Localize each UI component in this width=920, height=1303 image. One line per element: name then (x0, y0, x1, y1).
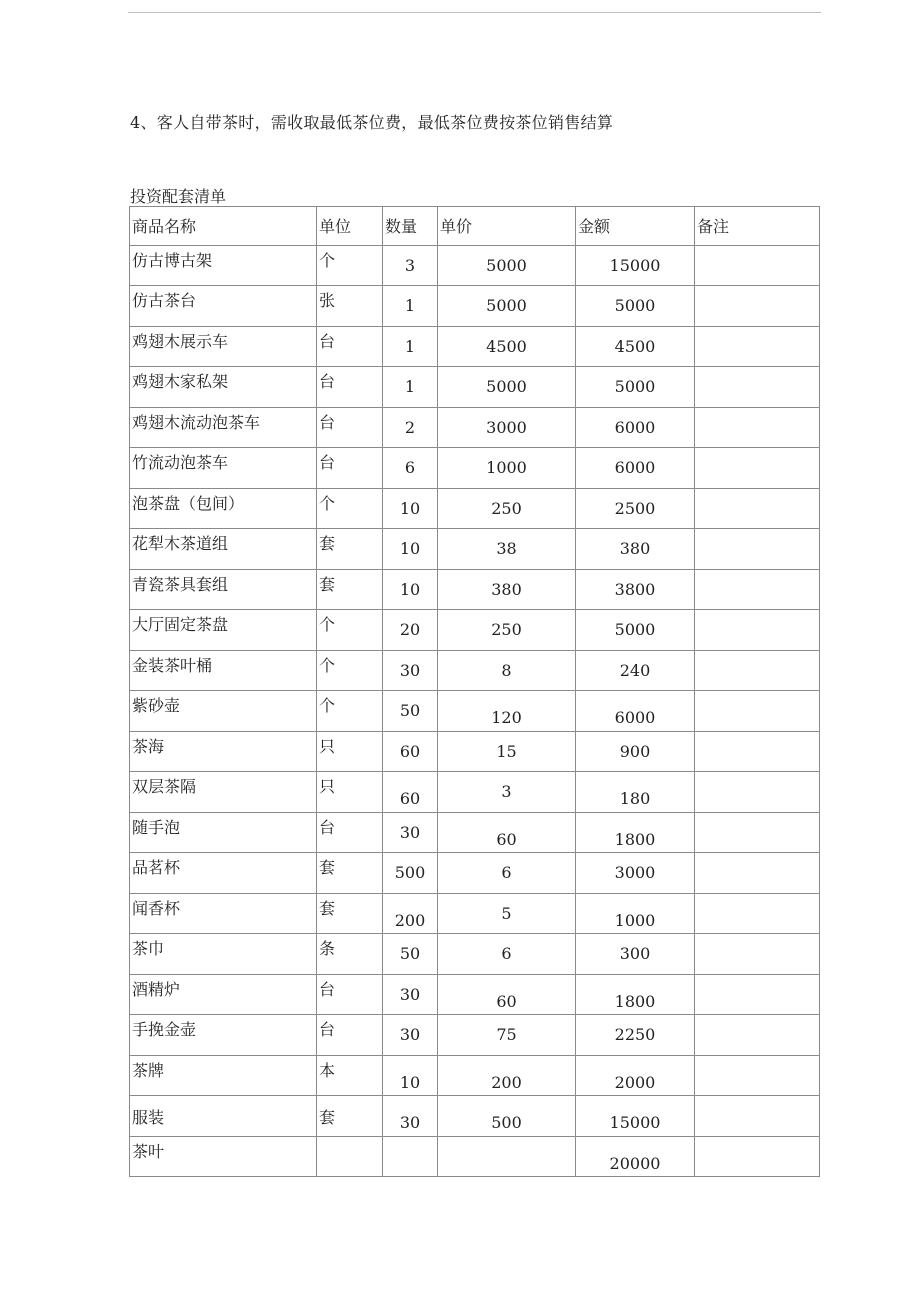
cell-unit-text: 条 (319, 939, 336, 958)
cell-amount-text: 2500 (614, 498, 656, 518)
cell-qty-text: 50 (399, 701, 421, 721)
cell-remark (695, 407, 820, 448)
cell-qty-text: 10 (399, 579, 421, 599)
cell-price (438, 853, 576, 894)
cell-name (130, 893, 317, 934)
cell-unit (317, 610, 383, 651)
cell-name (130, 812, 317, 853)
header-rule (128, 12, 821, 13)
cell-remark (695, 772, 820, 813)
cell-remark (695, 245, 820, 286)
cell-price-text: 6 (501, 863, 512, 883)
cell-amount (576, 772, 695, 813)
cell-unit (317, 488, 383, 529)
cell-price (438, 407, 576, 448)
cell-price-text: 15 (496, 741, 517, 761)
cell-qty (383, 934, 438, 975)
cell-qty (383, 448, 438, 489)
cell-unit-text: 台 (319, 979, 336, 999)
cell-name (130, 529, 317, 570)
cell-amount (576, 1136, 695, 1177)
cell-amount-text: 5000 (614, 296, 656, 316)
cell-name-text: 闻香杯 (132, 898, 181, 918)
cell-unit (317, 650, 383, 691)
table-row (130, 974, 820, 1015)
table-row (130, 407, 820, 448)
cell-amount-text: 2000 (614, 1072, 656, 1092)
cell-amount-text: 3000 (614, 863, 656, 883)
cell-price-text: 250 (491, 498, 522, 518)
cell-qty (383, 529, 438, 570)
cell-price (438, 731, 576, 772)
cell-amount-text: 20000 (609, 1153, 661, 1173)
cell-price-text: 1000 (486, 458, 527, 478)
table-row (130, 893, 820, 934)
cell-unit-text: 套 (319, 858, 336, 877)
cell-remark (695, 731, 820, 772)
cell-amount (576, 610, 695, 651)
cell-price (438, 1055, 576, 1096)
cell-qty (383, 610, 438, 651)
cell-price (438, 326, 576, 367)
cell-qty-text: 30 (399, 660, 421, 680)
investment-table (129, 206, 820, 1177)
cell-unit (317, 731, 383, 772)
cell-price-text: 5000 (486, 377, 527, 397)
cell-amount-text: 380 (619, 539, 651, 559)
cell-qty (383, 650, 438, 691)
table-row (130, 731, 820, 772)
cell-price (438, 650, 576, 691)
cell-name-text: 仿古博古架 (132, 250, 213, 270)
cell-name-text: 大厅固定茶盘 (132, 615, 229, 634)
cell-price (438, 569, 576, 610)
cell-name-text: 鸡翅木家私架 (132, 372, 229, 391)
cell-price (438, 974, 576, 1015)
cell-qty (383, 1015, 438, 1056)
cell-unit (317, 1015, 383, 1056)
cell-price-text: 4500 (486, 336, 527, 356)
cell-amount-text: 15000 (609, 255, 661, 275)
cell-price-text: 3000 (486, 417, 527, 437)
cell-qty (383, 812, 438, 853)
cell-remark (695, 448, 820, 489)
cell-amount-text: 1000 (614, 910, 656, 930)
cell-name (130, 1096, 317, 1137)
cell-qty (383, 1096, 438, 1137)
cell-qty (383, 488, 438, 529)
cell-amount-text: 5000 (614, 620, 656, 640)
cell-name (130, 772, 317, 813)
cell-amount-text: 2250 (614, 1025, 656, 1045)
cell-name (130, 853, 317, 894)
cell-unit-text: 台 (319, 453, 336, 472)
cell-name (130, 367, 317, 408)
cell-name (130, 1055, 317, 1096)
cell-price-text: 60 (496, 829, 517, 849)
table-row (130, 1055, 820, 1096)
cell-name (130, 326, 317, 367)
cell-qty (383, 691, 438, 732)
cell-amount (576, 529, 695, 570)
cell-name (130, 610, 317, 651)
cell-qty-text: 6 (404, 458, 416, 478)
cell-remark (695, 812, 820, 853)
cell-remark (695, 569, 820, 610)
cell-unit (317, 812, 383, 853)
cell-unit (317, 974, 383, 1015)
cell-unit-text: 套 (319, 574, 336, 594)
cell-remark (695, 650, 820, 691)
cell-amount (576, 974, 695, 1015)
cell-amount (576, 367, 695, 408)
cell-amount (576, 853, 695, 894)
header-remark: 备注 (695, 207, 820, 246)
cell-price-text: 250 (491, 620, 522, 640)
table-row (130, 529, 820, 570)
cell-unit (317, 245, 383, 286)
table-row (130, 1136, 820, 1177)
cell-qty (383, 1136, 438, 1177)
cell-unit-text: 个 (319, 493, 336, 513)
cell-qty-text: 30 (399, 1025, 421, 1045)
cell-name (130, 569, 317, 610)
cell-qty-text: 30 (399, 984, 421, 1004)
cell-remark (695, 853, 820, 894)
cell-amount (576, 812, 695, 853)
cell-unit-text: 台 (319, 412, 336, 432)
cell-qty (383, 893, 438, 934)
cell-unit-text: 套 (319, 898, 336, 918)
cell-price (438, 367, 576, 408)
cell-name-text: 竹流动泡茶车 (132, 453, 229, 472)
cell-remark (695, 974, 820, 1015)
cell-price-text: 380 (491, 579, 522, 599)
cell-price-text: 3 (501, 782, 512, 802)
cell-price-text: 5000 (486, 296, 527, 316)
cell-price (438, 1096, 576, 1137)
cell-price (438, 893, 576, 934)
cell-amount (576, 286, 695, 327)
cell-name-text: 鸡翅木流动泡茶车 (132, 412, 261, 432)
cell-qty-text: 20 (399, 620, 421, 640)
cell-qty-text: 60 (399, 741, 421, 761)
cell-unit-text: 台 (319, 817, 336, 837)
cell-qty (383, 853, 438, 894)
cell-name-text: 泡茶盘（包间） (132, 493, 245, 513)
cell-remark (695, 326, 820, 367)
cell-unit (317, 569, 383, 610)
cell-remark (695, 1055, 820, 1096)
table-title: 投资配套清单 (130, 187, 227, 206)
cell-unit (317, 934, 383, 975)
cell-qty-text: 1 (404, 336, 416, 356)
cell-name-text: 金装茶叶桶 (132, 655, 213, 675)
cell-unit (317, 893, 383, 934)
cell-amount (576, 569, 695, 610)
cell-remark (695, 1015, 820, 1056)
table-row (130, 245, 820, 286)
cell-name-text: 茶海 (132, 736, 165, 756)
cell-unit (317, 772, 383, 813)
cell-qty (383, 1055, 438, 1096)
cell-amount (576, 691, 695, 732)
cell-unit (317, 1055, 383, 1096)
table-row (130, 934, 820, 975)
cell-qty-text: 1 (404, 377, 416, 397)
cell-name-text: 品茗杯 (132, 858, 181, 877)
cell-name-text: 茶叶 (132, 1141, 165, 1161)
cell-amount (576, 326, 695, 367)
table-row (130, 650, 820, 691)
cell-remark (695, 488, 820, 529)
cell-amount-text: 3800 (614, 579, 656, 599)
cell-unit (317, 853, 383, 894)
header-price: 单价 (438, 207, 576, 246)
cell-remark (695, 893, 820, 934)
cell-amount-text: 6000 (614, 417, 656, 437)
cell-remark (695, 367, 820, 408)
cell-price-text: 5000 (486, 255, 527, 275)
cell-qty-text: 200 (394, 910, 426, 930)
cell-qty (383, 245, 438, 286)
cell-unit-text: 张 (319, 291, 336, 310)
cell-qty-text: 500 (394, 863, 426, 883)
cell-qty (383, 569, 438, 610)
cell-name-text: 青瓷茶具套组 (132, 574, 229, 594)
cell-name-text: 茶巾 (132, 939, 165, 958)
cell-qty (383, 772, 438, 813)
cell-unit-text: 套 (319, 1108, 336, 1127)
cell-remark (695, 691, 820, 732)
cell-name (130, 731, 317, 772)
cell-name (130, 448, 317, 489)
cell-qty-text: 10 (399, 539, 421, 559)
cell-name-text: 紫砂壶 (132, 696, 181, 715)
cell-name (130, 691, 317, 732)
cell-amount (576, 407, 695, 448)
table-row (130, 691, 820, 732)
cell-price-text: 500 (491, 1113, 522, 1133)
cell-price-text: 75 (496, 1025, 517, 1045)
cell-price-text: 120 (491, 708, 522, 728)
cell-qty (383, 367, 438, 408)
cell-remark (695, 1136, 820, 1177)
cell-price (438, 245, 576, 286)
cell-name-text: 仿古茶台 (132, 291, 197, 310)
cell-name-text: 花犁木茶道组 (132, 534, 229, 553)
cell-qty-text: 10 (399, 1072, 421, 1092)
cell-qty (383, 326, 438, 367)
cell-unit (317, 529, 383, 570)
table-row (130, 1096, 820, 1137)
cell-name-text: 手挽金壶 (132, 1020, 197, 1039)
cell-unit-text: 本 (319, 1060, 336, 1080)
cell-qty-text: 60 (399, 789, 421, 809)
cell-amount (576, 1055, 695, 1096)
header-qty: 数量 (383, 207, 438, 246)
cell-unit-text: 台 (319, 1020, 336, 1039)
cell-amount-text: 240 (619, 660, 651, 680)
cell-unit (317, 407, 383, 448)
cell-name (130, 245, 317, 286)
cell-qty (383, 731, 438, 772)
cell-unit-text: 个 (319, 655, 336, 675)
cell-amount-text: 300 (619, 944, 651, 964)
table-row (130, 326, 820, 367)
cell-unit (317, 1136, 383, 1177)
cell-remark (695, 934, 820, 975)
cell-name-text: 茶牌 (132, 1060, 165, 1080)
cell-qty-text: 1 (404, 296, 416, 316)
cell-name (130, 1136, 317, 1177)
cell-qty (383, 286, 438, 327)
table-row (130, 812, 820, 853)
cell-qty-text: 50 (399, 944, 421, 964)
cell-unit (317, 448, 383, 489)
cell-price-text: 60 (496, 991, 517, 1011)
cell-amount (576, 448, 695, 489)
cell-unit (317, 691, 383, 732)
cell-amount (576, 893, 695, 934)
cell-unit-text: 套 (319, 534, 336, 553)
cell-amount-text: 180 (619, 789, 651, 809)
table-row (130, 488, 820, 529)
cell-name-text: 双层茶隔 (132, 777, 197, 796)
cell-amount-text: 5000 (614, 377, 656, 397)
cell-unit (317, 286, 383, 327)
table-header-row (130, 207, 820, 246)
cell-name (130, 488, 317, 529)
cell-qty-text: 30 (399, 1113, 421, 1133)
cell-price (438, 610, 576, 651)
cell-amount (576, 245, 695, 286)
cell-unit-text: 只 (319, 736, 336, 756)
cell-qty-text: 3 (404, 255, 416, 275)
cell-amount-text: 6000 (614, 708, 656, 728)
cell-price (438, 286, 576, 327)
table-row (130, 367, 820, 408)
cell-price (438, 488, 576, 529)
cell-name-text: 酒精炉 (132, 979, 181, 999)
cell-remark (695, 610, 820, 651)
cell-unit-text: 台 (319, 372, 336, 391)
cell-price (438, 934, 576, 975)
table-row (130, 569, 820, 610)
cell-amount-text: 6000 (614, 458, 656, 478)
cell-remark (695, 286, 820, 327)
cell-amount (576, 934, 695, 975)
cell-amount (576, 1015, 695, 1056)
cell-amount-text: 15000 (609, 1113, 661, 1133)
table-row (130, 853, 820, 894)
cell-name-text: 服装 (132, 1108, 165, 1127)
table-row (130, 1015, 820, 1056)
cell-name (130, 407, 317, 448)
cell-name (130, 1015, 317, 1056)
cell-price (438, 1015, 576, 1056)
cell-amount-text: 4500 (614, 336, 656, 356)
cell-name (130, 974, 317, 1015)
cell-amount-text: 1800 (614, 829, 656, 849)
cell-unit (317, 367, 383, 408)
cell-remark (695, 529, 820, 570)
cell-unit-text: 个 (319, 696, 336, 715)
cell-unit-text: 个 (319, 250, 336, 270)
cell-amount-text: 900 (619, 741, 651, 761)
cell-amount-text: 1800 (614, 991, 656, 1011)
cell-unit-text: 个 (319, 615, 336, 634)
cell-price-text: 200 (491, 1072, 522, 1092)
cell-unit-text: 台 (319, 331, 336, 351)
cell-unit-text: 只 (319, 777, 336, 796)
cell-name (130, 650, 317, 691)
cell-qty-text: 30 (399, 822, 421, 842)
cell-amount (576, 488, 695, 529)
cell-price-text: 8 (501, 660, 512, 680)
cell-price (438, 812, 576, 853)
cell-price-text: 5 (501, 903, 512, 923)
cell-unit (317, 1096, 383, 1137)
table-row (130, 286, 820, 327)
cell-amount (576, 650, 695, 691)
cell-amount (576, 731, 695, 772)
header-unit: 单位 (317, 207, 383, 246)
cell-price-text: 6 (501, 944, 512, 964)
cell-name (130, 286, 317, 327)
header-amount: 金额 (576, 207, 695, 246)
cell-price (438, 772, 576, 813)
cell-name-text: 鸡翅木展示车 (132, 331, 229, 351)
cell-name (130, 934, 317, 975)
table-row (130, 772, 820, 813)
cell-price (438, 448, 576, 489)
table-row (130, 448, 820, 489)
cell-remark (695, 1096, 820, 1137)
cell-price (438, 529, 576, 570)
cell-unit (317, 326, 383, 367)
table-row (130, 610, 820, 651)
header-name: 商品名称 (130, 207, 317, 246)
cell-qty (383, 407, 438, 448)
cell-price-text: 38 (496, 539, 517, 559)
cell-qty-text: 2 (404, 417, 416, 437)
cell-price (438, 1136, 576, 1177)
tea-fee-note: 4、客人自带茶时，需收取最低茶位费，最低茶位费按茶位销售结算 (130, 113, 614, 132)
cell-amount (576, 1096, 695, 1137)
cell-qty (383, 974, 438, 1015)
cell-qty-text: 10 (399, 498, 421, 518)
cell-name-text: 随手泡 (132, 817, 181, 837)
cell-price (438, 691, 576, 732)
